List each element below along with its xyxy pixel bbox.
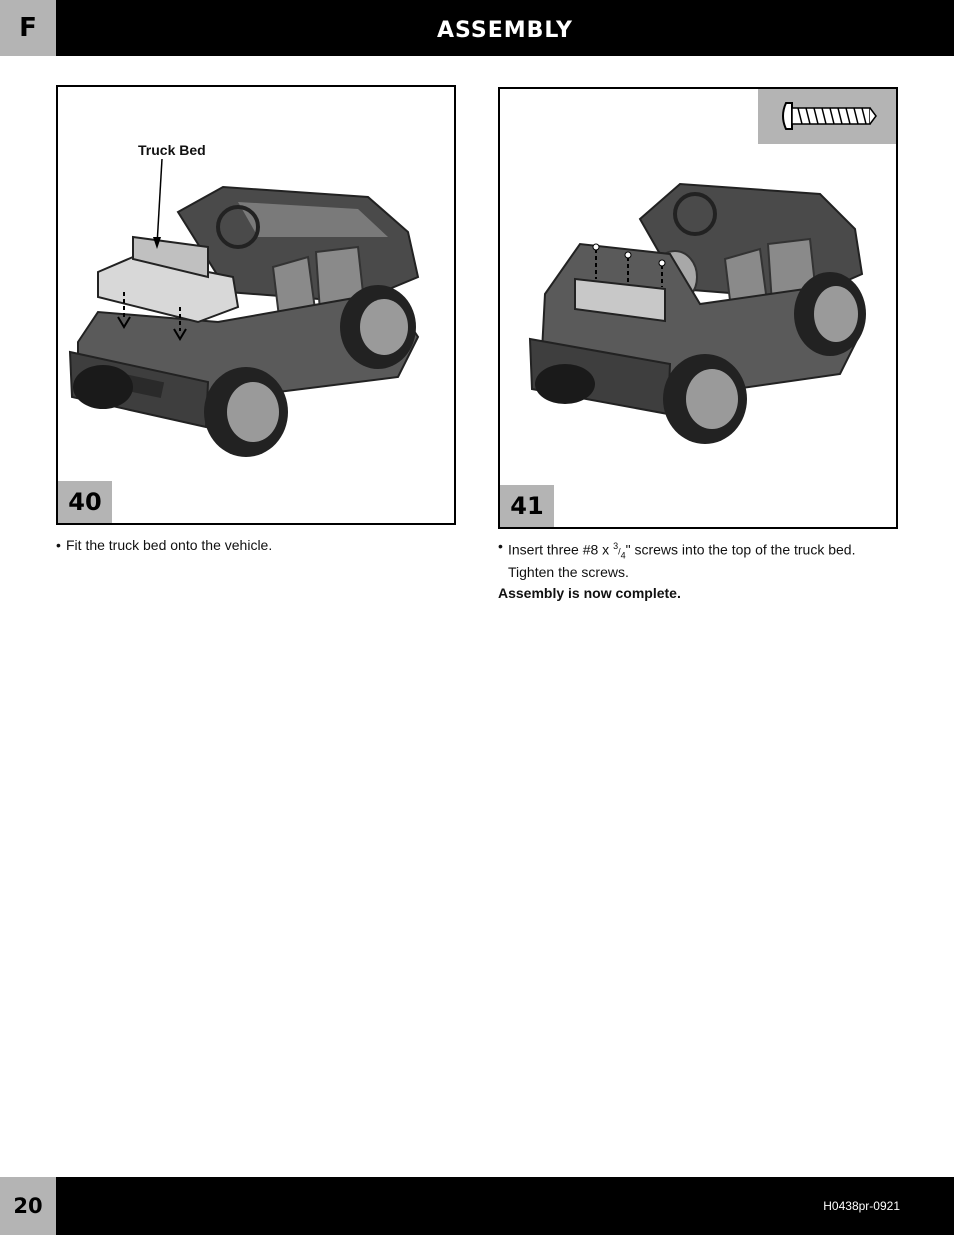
section-letter-tab: F xyxy=(0,0,56,56)
truck-complete-illustration xyxy=(500,89,896,527)
page-number: 20 xyxy=(0,1177,56,1235)
section-title: ASSEMBLY xyxy=(437,18,573,43)
instruction-text-post: " screws into the top of the truck bed. Tighten the screws. xyxy=(508,541,856,581)
fraction-numerator: 3 xyxy=(613,541,619,551)
instruction-bullet xyxy=(498,538,898,581)
fraction-slash: / xyxy=(618,546,621,557)
truck-bed-illustration xyxy=(58,87,454,523)
step-41-panel xyxy=(498,87,898,529)
instruction-bullet xyxy=(56,537,456,554)
step-number: 40 xyxy=(58,481,112,523)
completion-note: Assembly is now complete. xyxy=(498,585,681,602)
step-40-instructions xyxy=(56,537,456,554)
page-header xyxy=(0,0,954,56)
truck-bed-callout: Truck Bed xyxy=(138,142,206,158)
page-footer xyxy=(0,1177,954,1235)
document-code: H0438pr-0921 xyxy=(823,1199,900,1213)
bullet-dot: • xyxy=(56,537,61,553)
instruction-text-pre: Insert three #8 x xyxy=(508,541,614,558)
instruction-text: Fit the truck bed onto the vehicle. xyxy=(66,537,273,553)
step-41-instructions xyxy=(498,538,898,602)
step-number: 41 xyxy=(500,485,554,527)
fraction-denominator: 4 xyxy=(620,550,626,561)
step-40-panel xyxy=(56,85,456,525)
bullet-dot: • xyxy=(498,538,503,554)
